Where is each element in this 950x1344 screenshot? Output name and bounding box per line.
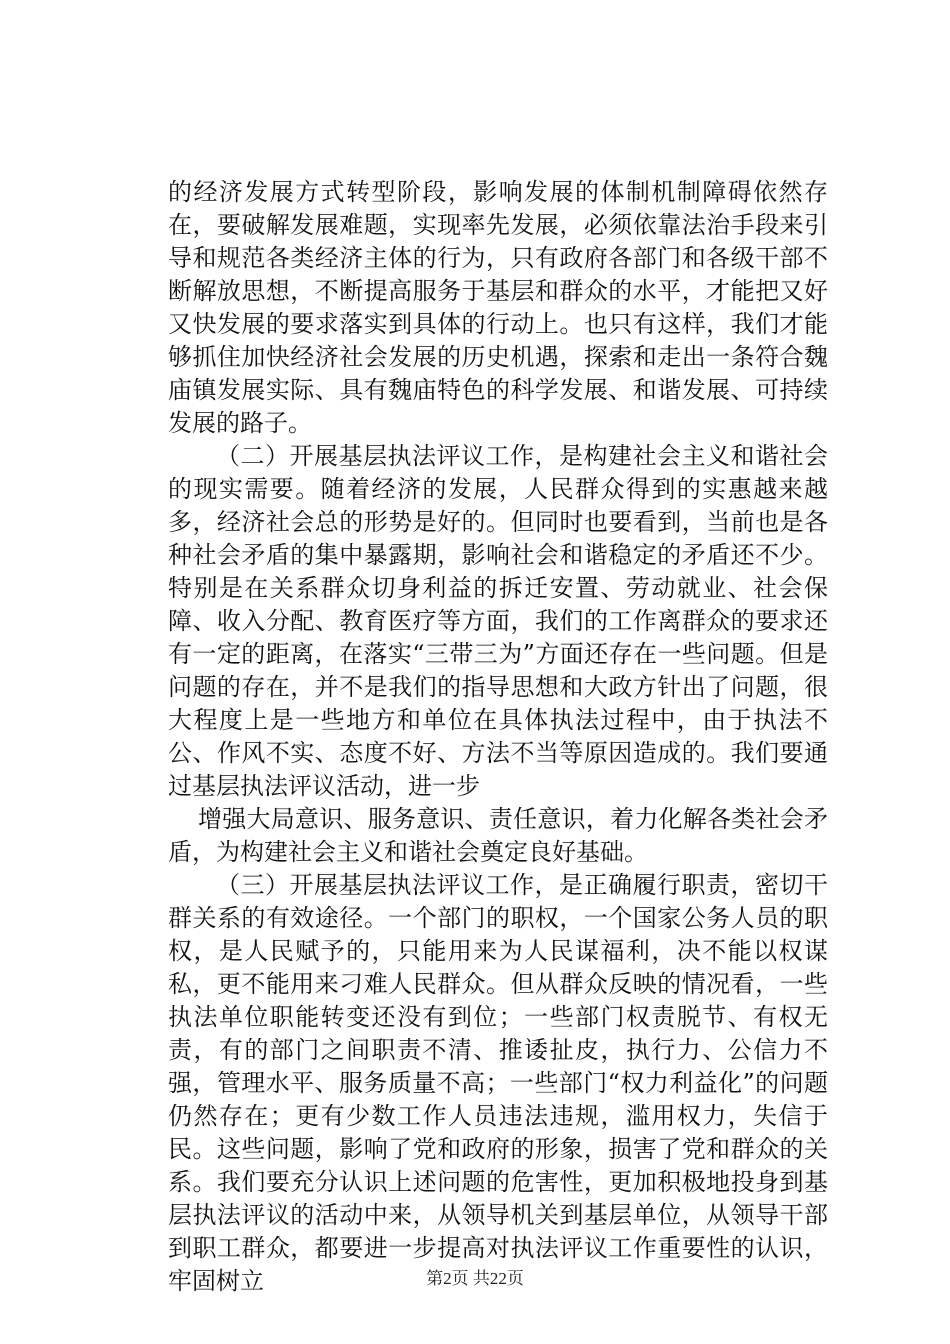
paragraph-continuation: 的经济发展方式转型阶段，影响发展的体制机制障碍依然存在，要破解发展难题，实现率先发展，必须依靠法治手段来引导和规范各类经济主体的行为，只有政府各部门和各级干部不断解放思想，不断提高服务于基层和群众的水平，才能把又好又快发展的要求落实到具体的行动上。也只有这样，我们才能够抓住加快经济社会发展的历史机遇，探索和走出一条符合魏庙镇发展实际、具有魏庙特色的科学发展、和谐发展、可持续发展的路子。 [168,178,828,437]
paragraph-section-2: （二）开展基层执法评议工作，是构建社会主义和谐社会的现实需要。随着经济的发展，人民群众得到的实惠越来越多，经济社会总的形势是好的。但同时也要看到，当前也是各种社会矛盾的集中暴露期，影响社会和谐稳定的矛盾还不少。特别是在关系群众切身利益的拆迁安置、劳动就业、社会保障、收入分配、教育医疗等方面，我们的工作离群众的要求还有一定的距离，在落实“三带三为”方面还存在一些问题。但是问题的存在，并不是我们的指导思想和大政方针出了问题，很大程度上是一些地方和单位在具体执法过程中，由于执法不公、作风不实、态度不好、方法不当等原因造成的。我们要通过基层执法评议活动，进一步 [168,442,828,800]
paragraph-section-2-continued: 增强大局意识、服务意识、责任意识，着力化解各类社会矛盾，为构建社会主义和谐社会奠定良好基础。 [168,805,828,866]
page-number-footer: 第2页 共22页 [426,1269,524,1288]
paragraph-section-3: （三）开展基层执法评议工作，是正确履行职责，密切干群关系的有效途径。一个部门的职权，一个国家公务人员的职权，是人民赋予的，只能用来为人民谋福利，决不能以权谋私，更不能用来刁难人民群众。但从群众反映的情况看，一些执法单位职能转变还没有到位；一些部门权责脱节、有权无责，有的部门之间职责不清、推诿扯皮，执行力、公信力不强，管理水平、服务质量不高；一些部门“权力利益化”的问题仍然存在；更有少数工作人员违法违规，滥用权力，失信于民。这些问题，影响了党和政府的形象，损害了党和群众的关系。我们要充分认识上述问题的危害性，更加积极地投身到基层执法评议的活动中来，从领导机关到基层单位，从领导干部到职工群众，都要进一步提高对执法评议工作重要性的认识，牢固树立 [168,871,828,1295]
body-text [168,176,828,1298]
